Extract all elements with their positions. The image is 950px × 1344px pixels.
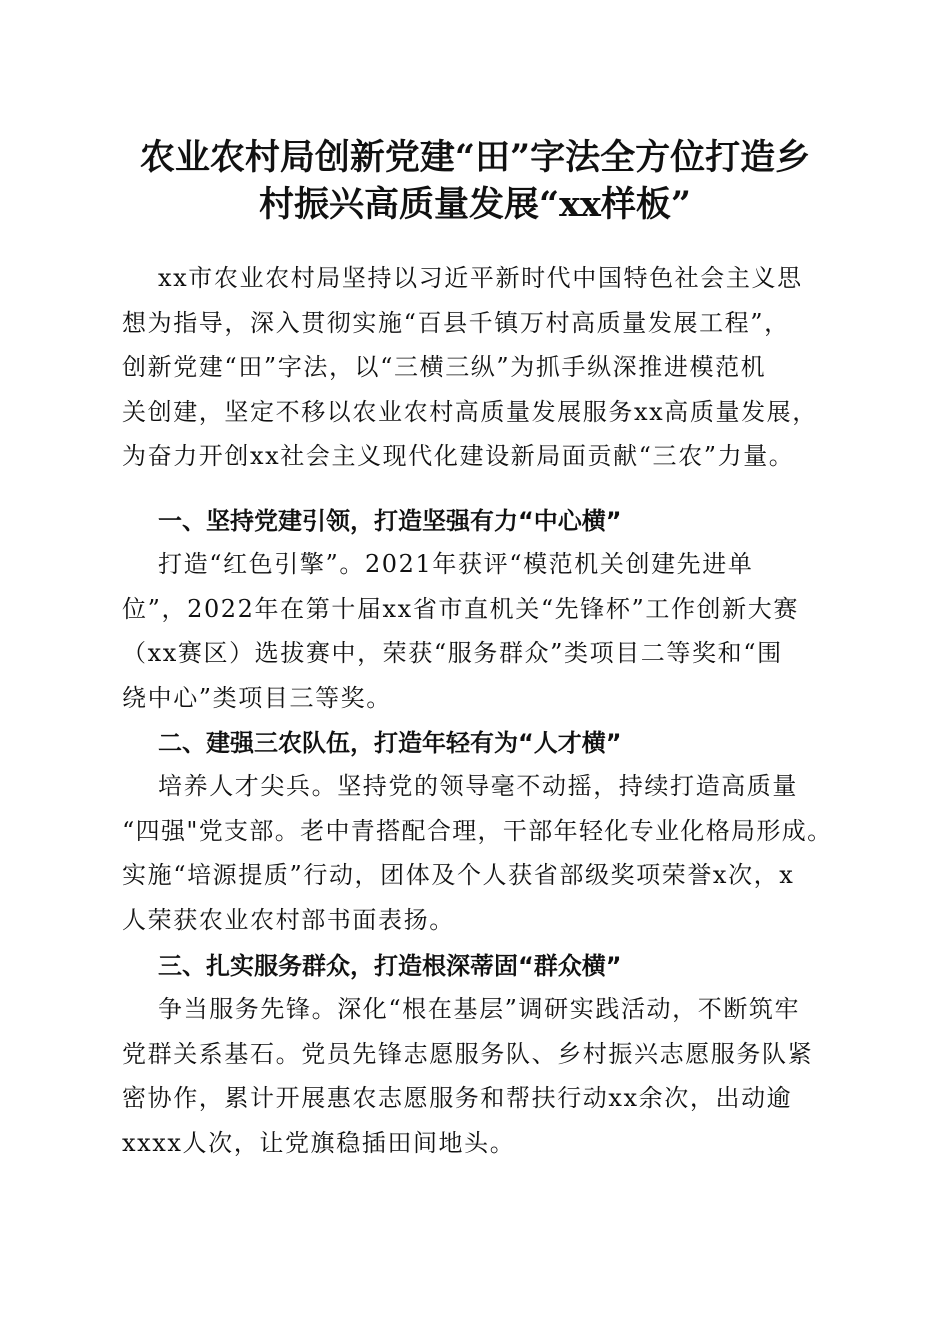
paragraph-line: 绕中心”类项目三等奖。 <box>122 683 392 712</box>
intro-paragraph <box>122 256 834 479</box>
paragraph-line: 争当服务先锋。深化“根在基层”调研实践活动，不断筑牢 <box>158 995 801 1023</box>
paragraph-line: xxxx人次，让党旗稳插田间地头。 <box>122 1128 516 1157</box>
section-2-paragraph <box>122 764 834 942</box>
paragraph-line: 密协作，累计开展惠农志愿服务和帮扶行动xx余次，出动逾 <box>122 1084 793 1112</box>
title-line-1: 农业农村局创新党建“田”字法全方位打造乡 <box>139 137 811 178</box>
paragraph-line: 培养人才尖兵。坚持党的领导毫不动摇，持续打造高质量 <box>158 772 798 800</box>
document-title <box>100 134 850 228</box>
paragraph-line: 为奋力开创xx社会主义现代化建设新局面贡献“三农”力量。 <box>122 442 795 470</box>
paragraph-line: 实施“培源提质”行动，团体及个人获省部级奖项荣誉x次，x <box>122 861 795 889</box>
section-1-paragraph <box>122 542 834 720</box>
paragraph-line: xx市农业农村局坚持以习近平新时代中国特色社会主义思 <box>158 264 803 292</box>
paragraph-line: 打造“红色引擎”。2021年获评“模范机关创建先进单 <box>158 550 754 578</box>
title-line-2: 村振兴高质量发展“xx样板” <box>259 184 691 225</box>
section-3-paragraph <box>122 987 834 1165</box>
section-heading-3: 三、扎实服务群众，打造根深蒂固“群众横” <box>158 952 622 980</box>
section-heading-1: 一、坚持党建引领，打造坚强有力“中心横” <box>158 507 622 535</box>
paragraph-line: 创新党建“田”字法，以“三横三纵”为抓手纵深推进模范机 <box>122 353 767 381</box>
paragraph-line: （xx赛区）选拔赛中，荣获“服务群众”类项目二等奖和“围 <box>122 639 783 667</box>
paragraph-line: “四强"党支部。老中青搭配合理，干部年轻化专业化格局形成。 <box>122 816 833 845</box>
paragraph-line: 关创建，坚定不移以农业农村高质量发展服务xx高质量发展， <box>122 397 818 426</box>
paragraph-line: 位”，2022年在第十届xx省市直机关“先锋杯”工作创新大赛 <box>122 594 799 623</box>
paragraph-line: 想为指导，深入贯彻实施“百县千镇万村高质量发展工程”， <box>122 308 790 337</box>
paragraph-line: 党群关系基石。党员先锋志愿服务队、乡村振兴志愿服务队紧 <box>122 1039 814 1068</box>
paragraph-line: 人荣获农业农村部书面表扬。 <box>122 905 455 934</box>
section-heading-2: 二、建强三农队伍，打造年轻有为“人才横” <box>158 729 622 757</box>
